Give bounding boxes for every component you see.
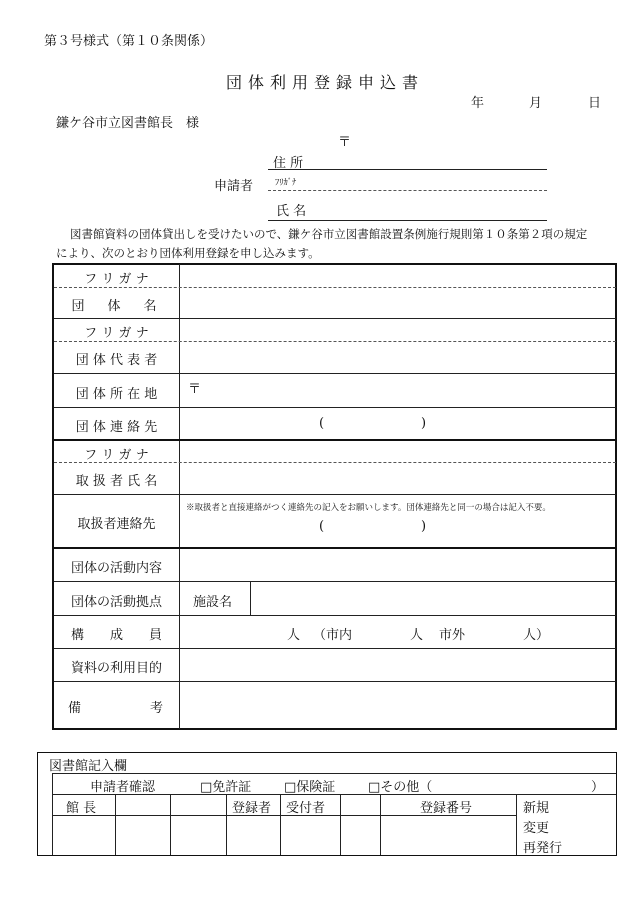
row-divider [54,407,616,408]
remarks-label-1: 備 [68,701,82,716]
director-label: 館 長 [66,801,97,816]
members-outside-person: 人） [523,628,550,643]
row-divider [54,494,616,495]
row-divider [54,318,616,319]
intro-line-2: により、次のとおり団体利用登録を申し込みます。 [56,246,320,260]
library-col-divider [170,794,171,855]
members-label: 構 成 員 [70,628,162,643]
handler-note: ※取扱者と直接連絡がつく連絡先の記入をお願いします。団体連絡先と同一の場合は記入不要。 [186,503,551,513]
row-divider [54,615,616,616]
page-title: 団体利用登録申込書 [226,73,425,92]
addressee: 鎌ケ谷市立図書館長 様 [56,116,200,131]
section-divider [54,547,616,549]
applicant-furigana-label: ﾌﾘｶﾞﾅ [275,178,297,188]
applicant-postal-mark: 〒 [338,135,352,150]
library-col-divider [115,794,116,855]
handler-paren-close: ) [421,519,427,534]
other-close-paren: ） [591,780,605,795]
applicant-confirm-label: 申請者確認 [90,780,156,795]
members-city-person: 人 [410,628,424,643]
location-postal-mark: 〒 [188,382,202,397]
registration-number-label: 登録番号 [420,801,473,816]
applicant-address-label: 住 所 [273,156,304,171]
base-label: 団体の活動拠点 [70,595,162,610]
date-month: 月 [529,96,543,111]
form-number: 第３号様式（第１０条関係） [44,34,214,49]
location-label: 団 体 所 在 地 [75,387,158,402]
date-year: 年 [471,96,485,111]
table-label-divider [179,264,180,729]
purpose-label: 資料の利用目的 [70,661,162,676]
intro-line-1: 図書館資料の団体貸出しを受けたいので、鎌ケ谷市立図書館設置条例施行規則第１０条第２項の規定 [70,227,588,241]
handler-paren-open: ( [319,519,325,534]
library-left-border [52,773,53,855]
activity-label: 団体の活動内容 [70,561,162,576]
row-divider [54,287,616,288]
applicant-name-label: 氏 名 [276,204,307,219]
handler-contact-label: 取扱者連絡先 [77,517,156,532]
representative-label: 団 体 代 表 者 [75,353,158,368]
furigana-label-3: フ リ ガ ナ [84,448,149,463]
address-underline [268,169,547,170]
library-col-divider [280,794,281,855]
row-divider [54,648,616,649]
furigana-label-2: フ リ ガ ナ [84,326,149,341]
insurance-checkbox: □保険証 [284,780,336,795]
license-checkbox: □免許証 [200,780,252,795]
name-underline [268,220,547,221]
section-divider [54,439,616,441]
row-divider [54,581,616,582]
contact-paren-open: ( [319,416,325,431]
date-day: 日 [588,96,602,111]
facility-label: 施設名 [193,595,233,610]
row-divider [54,341,616,342]
facility-divider [250,582,251,615]
handler-name-label: 取 扱 者 氏 名 [75,474,158,489]
receiver-label: 受付者 [286,801,326,816]
status-reissue: 再発行 [523,841,563,856]
furigana-label-1: フ リ ガ ナ [84,272,149,287]
contact-label: 団 体 連 絡 先 [75,420,158,435]
row-divider [54,373,616,374]
library-col-divider [226,794,227,855]
status-change: 変更 [523,821,550,836]
row-divider [54,681,616,682]
members-outside: 市外 [439,628,466,643]
library-col-divider [516,794,517,855]
group-name-label: 団 体 名 [71,299,162,314]
library-col-divider [380,794,381,855]
members-person: 人 [287,628,301,643]
library-section-title: 図書館記入欄 [49,759,128,774]
contact-paren-close: ) [421,416,427,431]
library-row-divider [52,794,616,795]
registrar-label: 登録者 [232,801,272,816]
library-row-divider [52,773,616,774]
furigana-underline [268,190,547,191]
status-new: 新規 [523,801,550,816]
members-city: （市内 [313,628,353,643]
library-col-divider [340,794,341,855]
other-checkbox: □その他（ [368,780,433,795]
remarks-label-2: 考 [150,701,164,716]
applicant-label: 申請者 [214,179,254,194]
